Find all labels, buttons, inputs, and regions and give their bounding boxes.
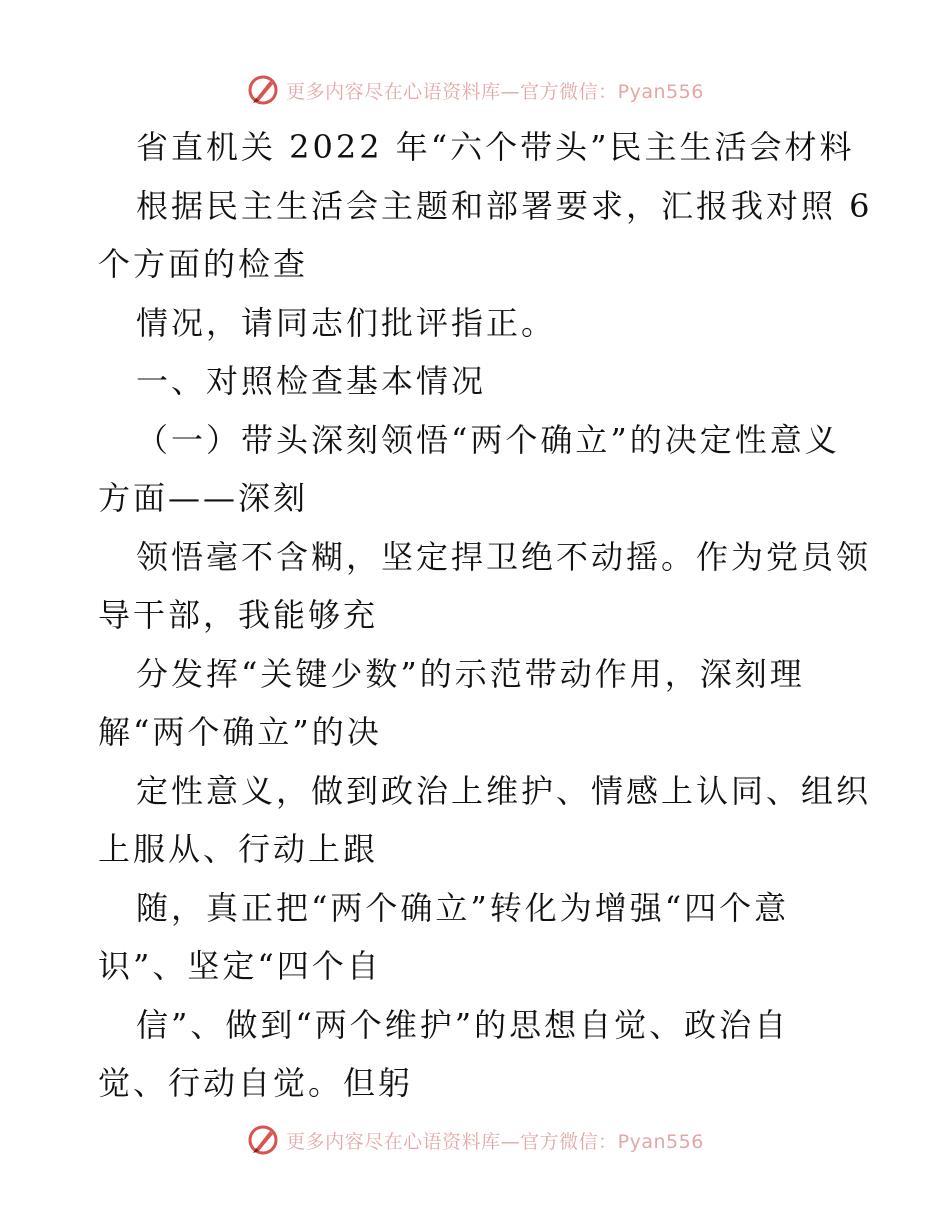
text-line: 方面——深刻 <box>98 479 309 517</box>
text-line: 个方面的检查 <box>98 245 309 283</box>
watermark-text: 更多内容尽在心语资料库—官方微信：Pyan556 <box>286 1130 704 1153</box>
text-line: （一）带头深刻领悟“两个确立”的决定性意义 <box>136 420 840 459</box>
watermark-text: 更多内容尽在心语资料库—官方微信：Pyan556 <box>286 80 704 103</box>
quill-pen-logo-icon <box>246 1123 280 1157</box>
text-line: 觉、行动自觉。但躬 <box>98 1064 414 1102</box>
text-line: 情况，请同志们批评指正。 <box>136 303 557 342</box>
text-line: 信”、做到“两个维护”的思想自觉、政治自 <box>136 1005 790 1044</box>
text-line: 领悟毫不含糊，坚定捍卫绝不动摇。作为党员领 <box>136 537 872 576</box>
watermark-footer <box>0 1118 950 1162</box>
text-line: 定性意义，做到政治上维护、情感上认同、组织 <box>136 771 872 810</box>
text-line: 一、对照检查基本情况 <box>136 362 487 400</box>
text-line: 分发挥“关键少数”的示范带动作用，深刻理 <box>136 654 805 693</box>
text-line: 解“两个确立”的决 <box>98 713 382 751</box>
document-body <box>98 118 873 1113</box>
text-line: 随，真正把“两个确立”转化为增强“四个意 <box>136 888 790 927</box>
quill-pen-logo-icon <box>246 73 280 107</box>
text-line: 上服从、行动上跟 <box>98 830 379 868</box>
text-line: 根据民主生活会主题和部署要求，汇报我对照 6 <box>136 186 873 225</box>
watermark-header <box>0 68 950 112</box>
text-line: 导干部，我能够充 <box>98 596 379 634</box>
text-line: 省直机关 2022 年“六个带头”民主生活会材料 <box>136 128 855 166</box>
text-line: 识”、坚定“四个自 <box>98 947 382 985</box>
